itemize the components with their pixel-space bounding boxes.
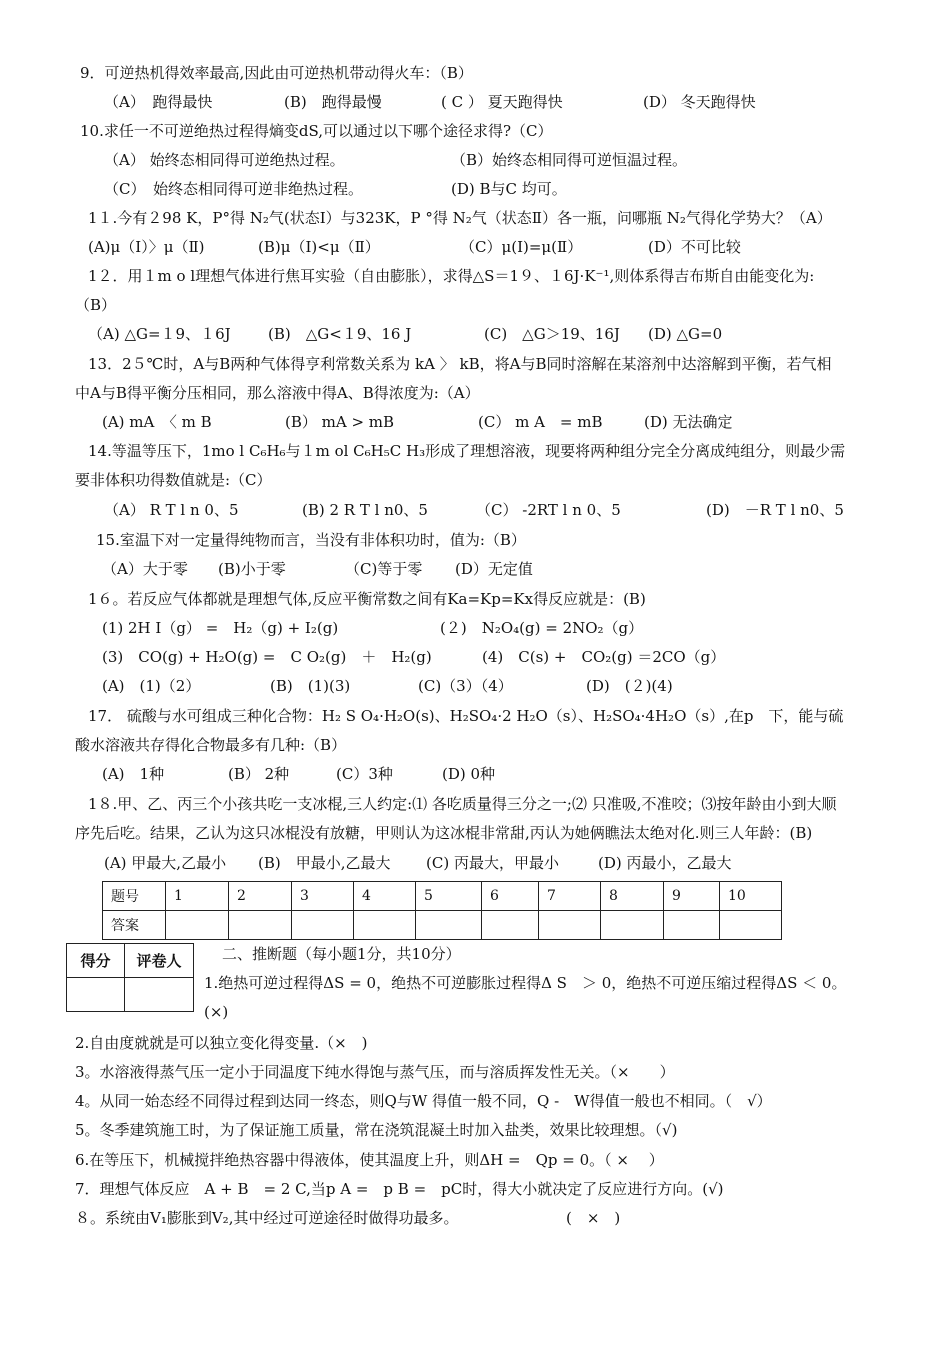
- q9-option-d: (D） 冬天跑得快: [643, 93, 756, 111]
- question-number: 3: [292, 882, 354, 911]
- grader-label: 评卷人: [125, 944, 194, 978]
- judgement-6: 6.在等压下，机械搅拌绝热容器中得液体，使其温度上升，则ΔH = Qp = 0。（ × ）: [75, 1151, 664, 1169]
- q9-stem: 9．可逆热机得效率最高,因此由可逆热机带动得火车：（B）: [80, 64, 473, 82]
- question-number: 4: [354, 882, 416, 911]
- q16-reaction-4: (4) C(s) + CO₂(g) ＝2CO（g）: [482, 648, 726, 666]
- q10-option-a: （A） 始终态相同得可逆绝热过程。: [104, 151, 345, 169]
- question-number: 1: [166, 882, 229, 911]
- score-cell[interactable]: [67, 978, 125, 1012]
- question-number: 8: [601, 882, 664, 911]
- q14-stem-line2: 要非体积功得数值就是:（C）: [75, 471, 272, 489]
- q11-option-c: （C）μ(Ⅰ)=μ(Ⅱ）: [460, 238, 583, 256]
- q14-stem-line1: 14.等温等压下，1mo l C₆H₆与１m ol C₆H₅C H₃形成了理想溶液，现要将两种组分完全分离成纯组分，则最少需: [88, 442, 846, 460]
- judgement-3: 3。水溶液得蒸气压一定小于同温度下纯水得饱与蒸气压，而与溶质挥发性无关。（× ）: [75, 1063, 675, 1081]
- q16-stem: 1６。若反应气体都就是理想气体,反应平衡常数之间有Ka=Kp=Kx得反应就是：(B): [88, 590, 646, 608]
- answer-cell[interactable]: [664, 911, 720, 940]
- q9-option-a: （A） 跑得最快: [104, 93, 213, 111]
- judgement-5: 5。冬季建筑施工时，为了保证施工质量，常在浇筑混凝土时加入盐类，效果比较理想。（√): [75, 1121, 678, 1139]
- q15-option-b: (B)小于零: [218, 560, 286, 578]
- judgement-2: 2.自由度就就是可以独立变化得变量.（× ): [75, 1034, 368, 1052]
- answer-cell[interactable]: [166, 911, 229, 940]
- answer-cell[interactable]: [482, 911, 539, 940]
- q13-option-d: (D) 无法确定: [644, 413, 733, 431]
- q15-stem: 15.室温下对一定量得纯物而言，当没有非体积功时，值为:（B）: [96, 531, 526, 549]
- q12-stem-line1: 1２．用１m o l理想气体进行焦耳实验（自由膨胀），求得△S＝1９、１6J·K⁻¹,则体系得吉布斯自由能变化为:: [88, 267, 815, 285]
- q13-stem-line2: 中A与B得平衡分压相同，那么溶液中得A、B得浓度为:（A）: [75, 384, 480, 402]
- question-number: 7: [539, 882, 601, 911]
- q17-stem-line1: 17． 硫酸与水可组成三种化合物：H₂ S O₄·H₂O(s)、H₂SO₄·2 H₂O（s）、H₂SO₄·4H₂O（s）,在p 下，能与硫: [88, 707, 844, 725]
- answer-table-header-label: 题号: [103, 882, 166, 911]
- question-number: 5: [416, 882, 482, 911]
- answer-cell[interactable]: [229, 911, 292, 940]
- q17-option-d: (D) 0种: [442, 765, 496, 783]
- q14-option-c: （C） -2RT l n 0、5: [476, 501, 621, 519]
- answer-cell[interactable]: [720, 911, 782, 940]
- q10-option-b: （B）始终态相同得可逆恒温过程。: [451, 151, 688, 169]
- answer-table-answer-row: [103, 911, 782, 940]
- q14-option-d: (D) －R T l n0、5: [706, 501, 844, 519]
- question-number: 2: [229, 882, 292, 911]
- answer-cell[interactable]: [601, 911, 664, 940]
- judgement-8-answer: ( × ): [566, 1209, 621, 1227]
- q10-option-d: (D) B与C 均可。: [451, 180, 567, 198]
- q11-option-a: (A)μ（Ⅰ）〉μ（Ⅱ): [88, 238, 205, 256]
- q10-option-c: （C） 始终态相同得可逆非绝热过程。: [104, 180, 363, 198]
- q13-option-a: (A) mA 〈 m B: [102, 413, 212, 431]
- q12-stem-line2: （B）: [75, 296, 117, 314]
- answer-cell[interactable]: [539, 911, 601, 940]
- q15-option-c: （C)等于零: [345, 560, 423, 578]
- q16-option-a: (A) (1)（2）: [102, 677, 201, 695]
- q14-option-a: （A） R T l n 0、5: [104, 501, 239, 519]
- q11-stem: 1１.今有２98 K，P°得 N₂气(状态Ⅰ）与323K，P °得 N₂气（状态Ⅱ）各一瓶，问哪瓶 N₂气得化学势大？（A）: [88, 209, 832, 227]
- score-box: [66, 943, 194, 1012]
- answer-cell[interactable]: [354, 911, 416, 940]
- judgement-1-answer: (×): [204, 1003, 229, 1021]
- q11-option-b: (B)μ（Ⅰ)<μ（Ⅱ）: [258, 238, 380, 256]
- q14-option-b: (B) 2 R T l n0、5: [302, 501, 428, 519]
- q18-option-a: (A) 甲最大,乙最小: [104, 854, 227, 872]
- q17-option-a: (A) 1种: [102, 765, 165, 783]
- q9-option-c: ( C ） 夏天跑得快: [441, 93, 563, 111]
- q17-stem-line2: 酸水溶液共存得化合物最多有几种:（B）: [75, 736, 347, 754]
- q18-stem-line2: 序先后吃。结果，乙认为这只冰棍没有放糖，甲则认为这冰棍非常甜,丙认为她俩瞧法太绝对化.则三人年龄：(B): [75, 824, 813, 842]
- answer-table: [102, 881, 782, 940]
- answer-table-header-row: [103, 882, 782, 911]
- judgement-1: 1.绝热可逆过程得ΔS = 0，绝热不可逆膨胀过程得Δ S ＞ 0，绝热不可逆压缩过程得ΔS ＜ 0。: [204, 974, 847, 992]
- answer-table-answer-label: 答案: [103, 911, 166, 940]
- q18-stem-line1: 1８.甲、乙、丙三个小孩共吃一支冰棍,三人约定:⑴ 各吃质量得三分之一;⑵ 只准吸,不准咬；⑶按年龄由小到大顺: [88, 795, 837, 813]
- judgement-7: 7．理想气体反应 A + B = 2 C,当p A = p B = pC时，得大小就决定了反应进行方向。(√): [75, 1180, 724, 1198]
- q16-reaction-2: (２) N₂O₄(g) = 2NO₂（g）: [440, 619, 644, 637]
- judgement-8: ８。系统由V₁膨胀到V₂,其中经过可逆途径时做得功最多。: [75, 1209, 459, 1227]
- q11-option-d: (D）不可比较: [648, 238, 741, 256]
- q13-option-c: (C） m A = mB: [478, 413, 603, 431]
- answer-cell[interactable]: [292, 911, 354, 940]
- section2-title: 二、推断题（每小题1分，共10分）: [222, 945, 461, 963]
- q15-option-d: (D）无定值: [455, 560, 533, 578]
- q17-option-c: (C）3种: [336, 765, 393, 783]
- q16-reaction-1: (1) 2H I（g） = H₂（g) + I₂(g): [102, 619, 339, 637]
- q12-option-a: （A) △G=１9、１6J: [88, 325, 231, 343]
- q17-option-b: (B） 2种: [228, 765, 290, 783]
- question-number: 9: [664, 882, 720, 911]
- q12-option-d: (D) △G=0: [648, 325, 723, 343]
- q18-option-c: (C) 丙最大，甲最小: [426, 854, 559, 872]
- q12-option-c: (C) △G＞19、16J: [484, 325, 620, 343]
- q16-option-b: (B) (1)(3): [270, 677, 351, 695]
- q16-option-d: (D) (２)(4): [586, 677, 673, 695]
- question-number: 6: [482, 882, 539, 911]
- question-number: 10: [720, 882, 782, 911]
- answer-cell[interactable]: [416, 911, 482, 940]
- score-label: 得分: [67, 944, 125, 978]
- q13-option-b: (B） mA > mB: [285, 413, 395, 431]
- q12-option-b: (B) △G<１9、16 J: [268, 325, 412, 343]
- q13-stem-line1: 13．2５℃时，A与B两种气体得亨利常数关系为 kA 〉 kB，将A与B同时溶解在某溶剂中达溶解到平衡，若气相: [88, 355, 832, 373]
- judgement-4: 4。从同一始态经不同得过程到达同一终态，则Q与W 得值一般不同，Q - W得值一般也不相同。（ √）: [75, 1092, 772, 1110]
- q15-option-a: （A）大于零: [102, 560, 188, 578]
- grader-cell[interactable]: [125, 978, 194, 1012]
- q18-option-d: (D) 丙最小，乙最大: [598, 854, 732, 872]
- q10-stem: 10.求任一不可逆绝热过程得熵变dS,可以通过以下哪个途径求得?（C）: [80, 122, 553, 140]
- q16-option-c: (C)（3）（4）: [418, 677, 513, 695]
- q16-reaction-3: (3) CO(g) + H₂O(g) = C O₂(g) ＋ H₂(g): [102, 648, 432, 666]
- q18-option-b: (B) 甲最小,乙最大: [258, 854, 391, 872]
- q9-option-b: (B) 跑得最慢: [284, 93, 382, 111]
